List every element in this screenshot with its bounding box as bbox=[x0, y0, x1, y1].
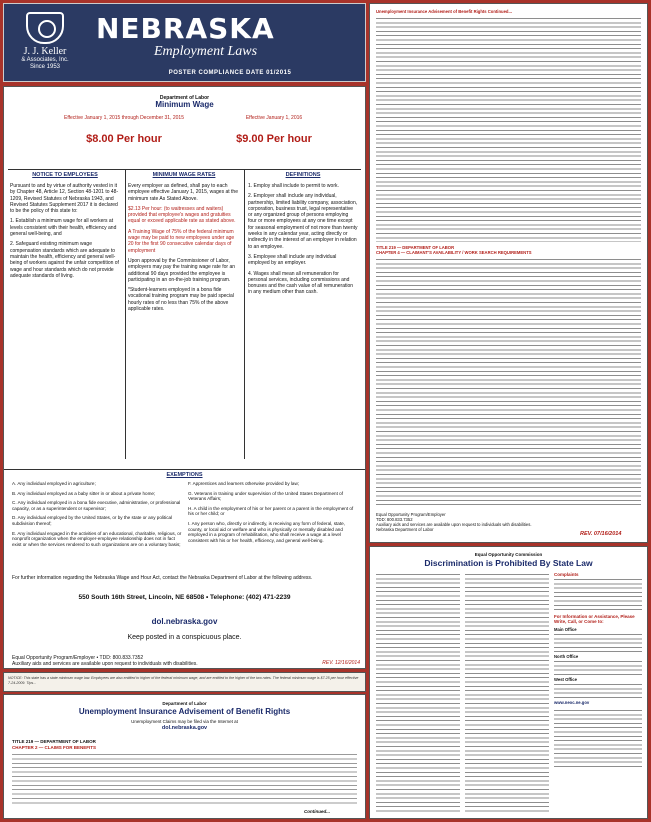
federal-notice-bar bbox=[3, 672, 366, 692]
ui-department: Department of Labor bbox=[162, 701, 207, 706]
col-notice-item: 2. Safeguard existing minimum wage compensation standards which are adequate to maintain the health, efficiency and general well-being of workers against the unfair competition of wage and hour standards which do not provide adequate standards of living. bbox=[10, 241, 119, 279]
mw-rate-2016: $9.00 Per hour bbox=[236, 133, 312, 145]
publisher-logo bbox=[10, 12, 80, 76]
ui-continued: Continued... bbox=[304, 809, 330, 814]
mw-eeo bbox=[12, 655, 272, 667]
poster-header bbox=[3, 3, 366, 82]
right-aux: Auxiliary aids and services are available upon request to individuals with disabilities. bbox=[376, 522, 532, 527]
column-divider bbox=[125, 169, 126, 459]
disc-col-3 bbox=[554, 572, 642, 815]
col-notice-head: NOTICE TO EMPLOYEES bbox=[32, 172, 98, 178]
definition-item: 2. Employer shall include any individual, partnership, limited liability company, association, corporation, business trust, legal representative or any organized group of persons employing four or more employees at any one time except for seasonal employment of not more than twenty weeks in any calendar year, acting directly or indirectly in the interest of an employer in relation to an employee. bbox=[248, 193, 358, 250]
ui-chapter: CHAPTER 2 — CLAIMS FOR BENEFITS bbox=[12, 745, 97, 750]
mw-website-link[interactable]: dol.nebraska.gov bbox=[151, 617, 218, 626]
discrimination-panel bbox=[369, 546, 648, 819]
disc-complaints-text bbox=[554, 577, 642, 611]
right-regulation-text-2 bbox=[376, 257, 641, 507]
col-rates-p5: *Student-learners employed in a bona fide vocational training program may be paid special hourly rates of no less than 75% of the above applicable rates. bbox=[128, 287, 234, 313]
disc-info-head: For Information or Assistance, Please Write, Call, or Come to: bbox=[554, 614, 635, 624]
notice-text: NOTICE: This state has a state minimum wage law. Employees are also entitled to higher of the federal minimum wage, and are entitled to the higher of the two rates. The federal minimum wage is $7.25 per hour effective 7-24-2009. Tips... bbox=[8, 676, 359, 685]
disc-office-main-text bbox=[554, 632, 642, 654]
exemption-item: D. Any individual employed by the United States, or by the state or any political subdivision thereof; bbox=[12, 515, 173, 526]
mw-address: 550 South 16th Street, Lincoln, NE 68508 • Telephone: (402) 471-2239 bbox=[78, 594, 291, 601]
col-rates-p2: $2.13 Per hour: (to waitresses and waiters) provided that employee's wages and gratuities equal or exceed applicable rate as stated above. bbox=[128, 205, 236, 225]
disc-col-2 bbox=[465, 572, 549, 815]
col-rates-p4: Upon approval by the Commissioner of Labor, employers may pay the training wage rate for an additional 90 days provided the employee is participating in an on-the-job training program. bbox=[128, 257, 235, 283]
disc-office-north-text bbox=[554, 659, 642, 677]
col-definitions bbox=[248, 172, 358, 300]
disc-office-west-text bbox=[554, 682, 642, 700]
logo-since: Since 1953 bbox=[29, 64, 61, 70]
definition-item: 4. Wages shall mean all remuneration for personal services, including commissions and bonuses and the cash value of all remuneration in any medium other than cash. bbox=[248, 270, 354, 296]
mw-revision: REV. 12/16/2014 bbox=[322, 660, 360, 666]
exemption-item: I. Any person who, directly or indirectly, is receiving any form of federal, state, county, or local aid or welfare and who is physically or mentally disabled and employed in a program of rehabilitation, who shall receive a wage at a level consistent with his or her health, efficiency, and general well-being. bbox=[188, 520, 345, 543]
mw-columns bbox=[8, 169, 361, 469]
disc-commission: Equal Opportunity Commission bbox=[474, 552, 543, 557]
disc-col-1 bbox=[376, 572, 460, 815]
right-dept: Nebraska Department of Labor bbox=[376, 527, 434, 532]
ui-continued-panel bbox=[369, 3, 648, 543]
right-regulation-text-1 bbox=[376, 16, 641, 242]
col-rates-head: MINIMUM WAGE RATES bbox=[152, 172, 216, 178]
mw-eeo-line2: Auxiliary aids and services are available upon request to individuals with disabilities. bbox=[12, 661, 198, 667]
exemption-item: G. Veterans in training under supervision of the United States Department of Veterans Affairs; bbox=[188, 490, 343, 502]
compliance-date: POSTER COMPLIANCE DATE 01/2015 bbox=[168, 70, 292, 76]
exemption-item: C. Any individual employed in a bona fide executive, administrative, or professional capacity, or as a superintendent or supervisor; bbox=[12, 500, 181, 511]
column-divider bbox=[244, 169, 245, 459]
ui-title: Unemployment Insurance Advisement of Benefit Rights bbox=[78, 707, 291, 716]
mw-title: Minimum Wage bbox=[155, 100, 214, 109]
right-title-ref: TITLE 219 — DEPARTMENT OF LABOR bbox=[376, 245, 455, 250]
exemptions-left bbox=[12, 481, 182, 551]
col-notice-item: 1. Establish a minimum wage for all workers at levels consistent with their health, efficiency and general well-being, and bbox=[10, 218, 117, 238]
right-heading: Unemployment Insurance Advisement of Benefit Rights Continued... bbox=[376, 9, 512, 14]
mw-keep-posted: Keep posted in a conspicuous place. bbox=[127, 634, 242, 641]
disc-office-west: West Office bbox=[554, 677, 577, 682]
logo-sub: & Associates, Inc. bbox=[21, 57, 69, 63]
disc-title: Discrimination is Prohibited By State Law bbox=[424, 558, 593, 568]
mw-rate-2015: $8.00 Per hour bbox=[86, 133, 162, 145]
right-footer bbox=[376, 512, 532, 532]
ui-title-ref: TITLE 219 — DEPARTMENT OF LABOR bbox=[12, 739, 96, 744]
disc-website-link[interactable]: www.neoc.ne.gov bbox=[554, 700, 590, 705]
ui-claims-link[interactable]: dol.nebraska.gov bbox=[161, 725, 208, 731]
disc-footer-text bbox=[554, 708, 642, 768]
col-notice-body bbox=[10, 183, 120, 279]
mw-effective-1: Effective January 1, 2015 through December 31, 2015 bbox=[64, 115, 184, 121]
right-chapter: CHAPTER 4 — CLAIMANT'S AVAILABILITY / WORK SEARCH REQUIREMENTS bbox=[376, 250, 532, 255]
right-revision: REV. 07/16/2014 bbox=[580, 531, 622, 537]
exemption-item: E. Any individual engaged in the activities of an educational, charitable, religious, or nonprofit organization when the employer-employee relationship does not in fact exist or when the services rendered to such organizations are on a voluntary basis; bbox=[12, 530, 182, 547]
col-notice-intro: Pursuant to and by virtue of authority vested in it by Chapter 48, Article 12, Section 48-1201 to 48-1209, Revised Statutes of Nebraska 1943, and Revised Statutes Supplement 2017 it is declared to be the policy of this state to: bbox=[10, 183, 119, 215]
exemptions-title: EXEMPTIONS bbox=[166, 472, 203, 478]
right-eeo: Equal Opportunity Program/Employer bbox=[376, 512, 446, 517]
mw-eeo-line1: Equal Opportunity Program/Employer • TDD: 800.833.7352 bbox=[12, 655, 144, 661]
ui-regulation-text bbox=[12, 752, 357, 806]
exemption-item: A. Any individual employed in agriculture; bbox=[12, 481, 96, 486]
col-rates-p1: Every employer as defined, shall pay to each employee effective January 1, 2015, wages at the minimum rate As Stated Above. bbox=[128, 183, 238, 202]
col-rates-body bbox=[128, 183, 240, 312]
exemption-item: F. Apprentices and learners otherwise provided by law; bbox=[188, 481, 300, 486]
col-rates bbox=[128, 172, 240, 316]
col-notice bbox=[10, 172, 120, 283]
mw-department: Department of Labor bbox=[159, 95, 210, 101]
right-tdd: TDD: 800.833.7352 bbox=[376, 517, 413, 522]
mw-contact: For further information regarding the Nebraska Wage and Hour Act, contact the Nebraska Department of Labor at the following address. bbox=[12, 575, 313, 581]
col-definitions-body bbox=[248, 183, 358, 296]
exemption-item: B. Any individual employed as a baby sitter in or about a private home; bbox=[12, 490, 156, 496]
col-rates-p3: A Training Wage of 75% of the federal minimum wage may be paid to new employees under age 20 for the first 90 consecutive calendar days of employment bbox=[128, 228, 235, 254]
logo-name: J. J. Keller bbox=[23, 46, 67, 57]
col-definitions-head: DEFINITIONS bbox=[285, 172, 321, 178]
ui-claims: Unemployment Claims may be filed via the Internet at bbox=[131, 719, 238, 724]
minimum-wage-panel bbox=[3, 86, 366, 669]
state-title: NEBRASKA bbox=[96, 12, 275, 45]
definition-item: 3. Employee shall include any individual employed by an employer. bbox=[248, 253, 337, 267]
definition-item: 1. Employ shall include to permit to work. bbox=[248, 183, 339, 189]
disc-office-north: North Office bbox=[554, 654, 579, 659]
exemptions-right bbox=[188, 481, 360, 547]
exemption-item: H. A child in the employment of his or her parent or a parent in the employment of his or her child; or bbox=[188, 505, 354, 517]
disc-office-main: Main Office bbox=[554, 627, 577, 632]
shield-icon bbox=[26, 12, 64, 44]
disc-complaints-head: Complaints bbox=[554, 572, 579, 577]
mw-effective-2: Effective January 1, 2016 bbox=[245, 115, 303, 121]
unemployment-panel bbox=[3, 694, 366, 819]
poster-subtitle: Employment Laws bbox=[154, 44, 258, 59]
exemptions-header bbox=[4, 469, 365, 478]
